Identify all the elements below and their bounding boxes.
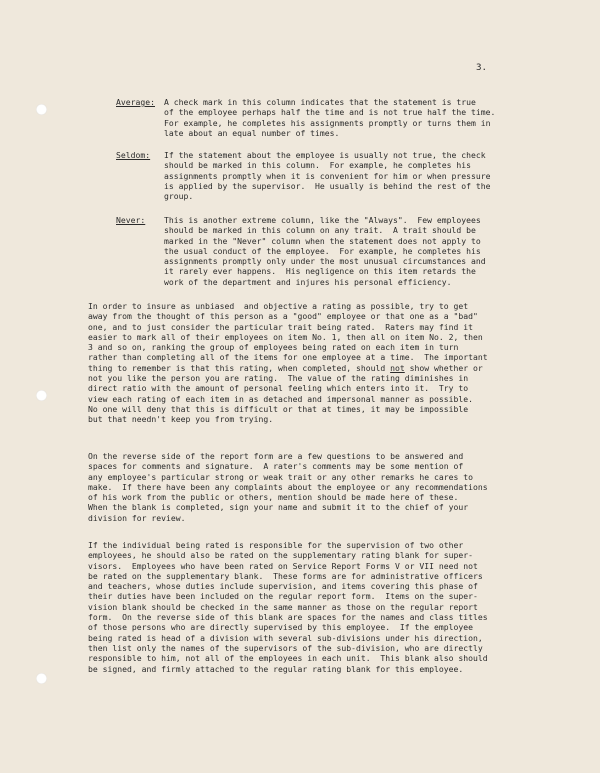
definition-average: [116, 97, 536, 138]
paragraph-line: direct ratio with the amount of personal feeling which enters into it. Try to: [88, 383, 469, 394]
definition-line: This is another extreme column, like the "Always". Few employees: [164, 215, 481, 225]
definition-never: [116, 215, 536, 287]
paragraph-line: In order to insure as unbiased and objective a rating as possible, try to get: [88, 301, 469, 311]
paragraph-line: make. If there have been any complaints about the employee or any recommendations: [88, 481, 488, 492]
paragraph-line: rather than completing all of the items for one employee at a time. The important: [88, 352, 488, 363]
paragraph-line: responsible to him, not all of the employees in each unit. This blank also should: [88, 653, 488, 664]
emphasis-not: not: [390, 362, 405, 373]
paragraph-line: vision blank should be checked in the same manner as those on the regular report: [88, 601, 478, 612]
definition-line: work of the department and injures his personal efficiency.: [164, 276, 452, 287]
paragraph-line: be signed, and firmly attached to the regular rating blank for this employee.: [88, 663, 464, 674]
paragraph-line: spaces for comments and signature. A rater's comments may be some mention of: [88, 461, 464, 472]
definition-line: of the employee perhaps half the time and is not true half the time.: [164, 107, 496, 118]
definition-line: late about an equal number of times.: [164, 127, 340, 138]
paragraph-line: When the blank is completed, sign your name and submit it to the chief of your: [88, 502, 469, 513]
paragraph-line: view each rating of each item in as detached and impersonal manner as possible.: [88, 393, 473, 404]
paragraph-line: any employee's particular strong or weak trait or any other remarks he cares to: [88, 471, 473, 482]
definition-line: For example, he completes his assignments promptly or turns them in: [164, 117, 491, 128]
paragraph-line: If the individual being rated is responsible for the supervision of two other: [88, 540, 464, 550]
definition-term: Seldom:: [116, 150, 151, 160]
definition-line: is applied by the supervisor. He usually is behind the rest of the: [164, 180, 491, 191]
paragraph-line: division for review.: [88, 512, 186, 523]
paragraph-line: employees, he should also be rated on the supplementary rating blank for super-: [88, 550, 473, 561]
paragraph-line: not you like the person you are rating. The value of the rating diminishes in: [88, 373, 469, 384]
definition-line: assignments promptly when it is convenient for him or when pressure: [164, 170, 491, 181]
definition-line: group.: [164, 191, 194, 202]
paragraph-line: visors. Employees who have been rated on Service Report Forms V or VII need not: [88, 560, 478, 571]
paragraph-line: of his work from the public or others, mention should be made here of these.: [88, 492, 459, 503]
definition-seldom: [116, 150, 536, 201]
paragraph-line: away from the thought of this person as a "good" employee or that one as a "bad": [88, 311, 478, 322]
definition-line: If the statement about the employee is usually not true, the check: [164, 150, 486, 160]
punch-hole: [36, 104, 47, 115]
definition-line: assignments promptly only under the most unusual circumstances and: [164, 256, 486, 267]
definition-term: Never:: [116, 215, 146, 225]
paragraph-line: but that needn't keep you from trying.: [88, 414, 274, 425]
page-number: 3.: [476, 62, 488, 73]
paragraph-line: [88, 363, 538, 373]
paragraph-text: thing to remember is that this rating, when completed, should: [88, 362, 391, 373]
definition-line: should be marked in this column on any trait. A trait should be: [164, 225, 476, 236]
punch-hole: [36, 673, 47, 684]
definition-line: A check mark in this column indicates that the statement is true: [164, 97, 476, 107]
definition-line: should be marked in this column. For example, he completes his: [164, 160, 471, 171]
paragraph-line: easier to mark all of their employees on item No. 1, then all on item No. 2, then: [88, 331, 483, 342]
definition-line: it rarely ever happens. His negligence on this item retards the: [164, 266, 476, 277]
definition-line: the usual conduct of the employee. For example, he completes his: [164, 245, 481, 256]
paragraph-line: be rated on the supplementary blank. These forms are for administrative officers: [88, 570, 483, 581]
paragraph-text: show whether or: [404, 362, 483, 373]
definition-term: Average:: [116, 97, 155, 107]
paragraph-line: being rated is head of a division with several sub-divisions under his direction,: [88, 632, 483, 643]
paragraph-reverse-side: [88, 451, 538, 523]
paragraph-supervisors: [88, 540, 538, 674]
paragraph-line: then list only the names of the supervisors of the sub-division, who are directly: [88, 642, 483, 653]
punch-hole: [36, 390, 47, 401]
paragraph-line: one, and to just consider the particular trait being rated. Raters may find it: [88, 321, 473, 332]
definition-line: marked in the "Never" column when the statement does not apply to: [164, 235, 481, 246]
paragraph-line: and teachers, whose duties include supervision, and items covering this phase of: [88, 581, 478, 592]
paragraph-line: form. On the reverse side of this blank are spaces for the names and class titles: [88, 612, 488, 623]
paragraph-line: On the reverse side of the report form are a few questions to be answered and: [88, 451, 464, 461]
paragraph-line: 3 and so on, ranking the group of employees being rated on each item in turn: [88, 342, 459, 353]
paragraph-line: their duties have been included on the regular report form. Items on the super-: [88, 591, 478, 602]
paragraph-line: No one will deny that this is difficult or that at times, it may be impossible: [88, 403, 469, 414]
paragraph-line: of those persons who are directly supervised by this employee. If the employee: [88, 622, 473, 633]
paragraph-rating-objectivity: [88, 301, 538, 425]
